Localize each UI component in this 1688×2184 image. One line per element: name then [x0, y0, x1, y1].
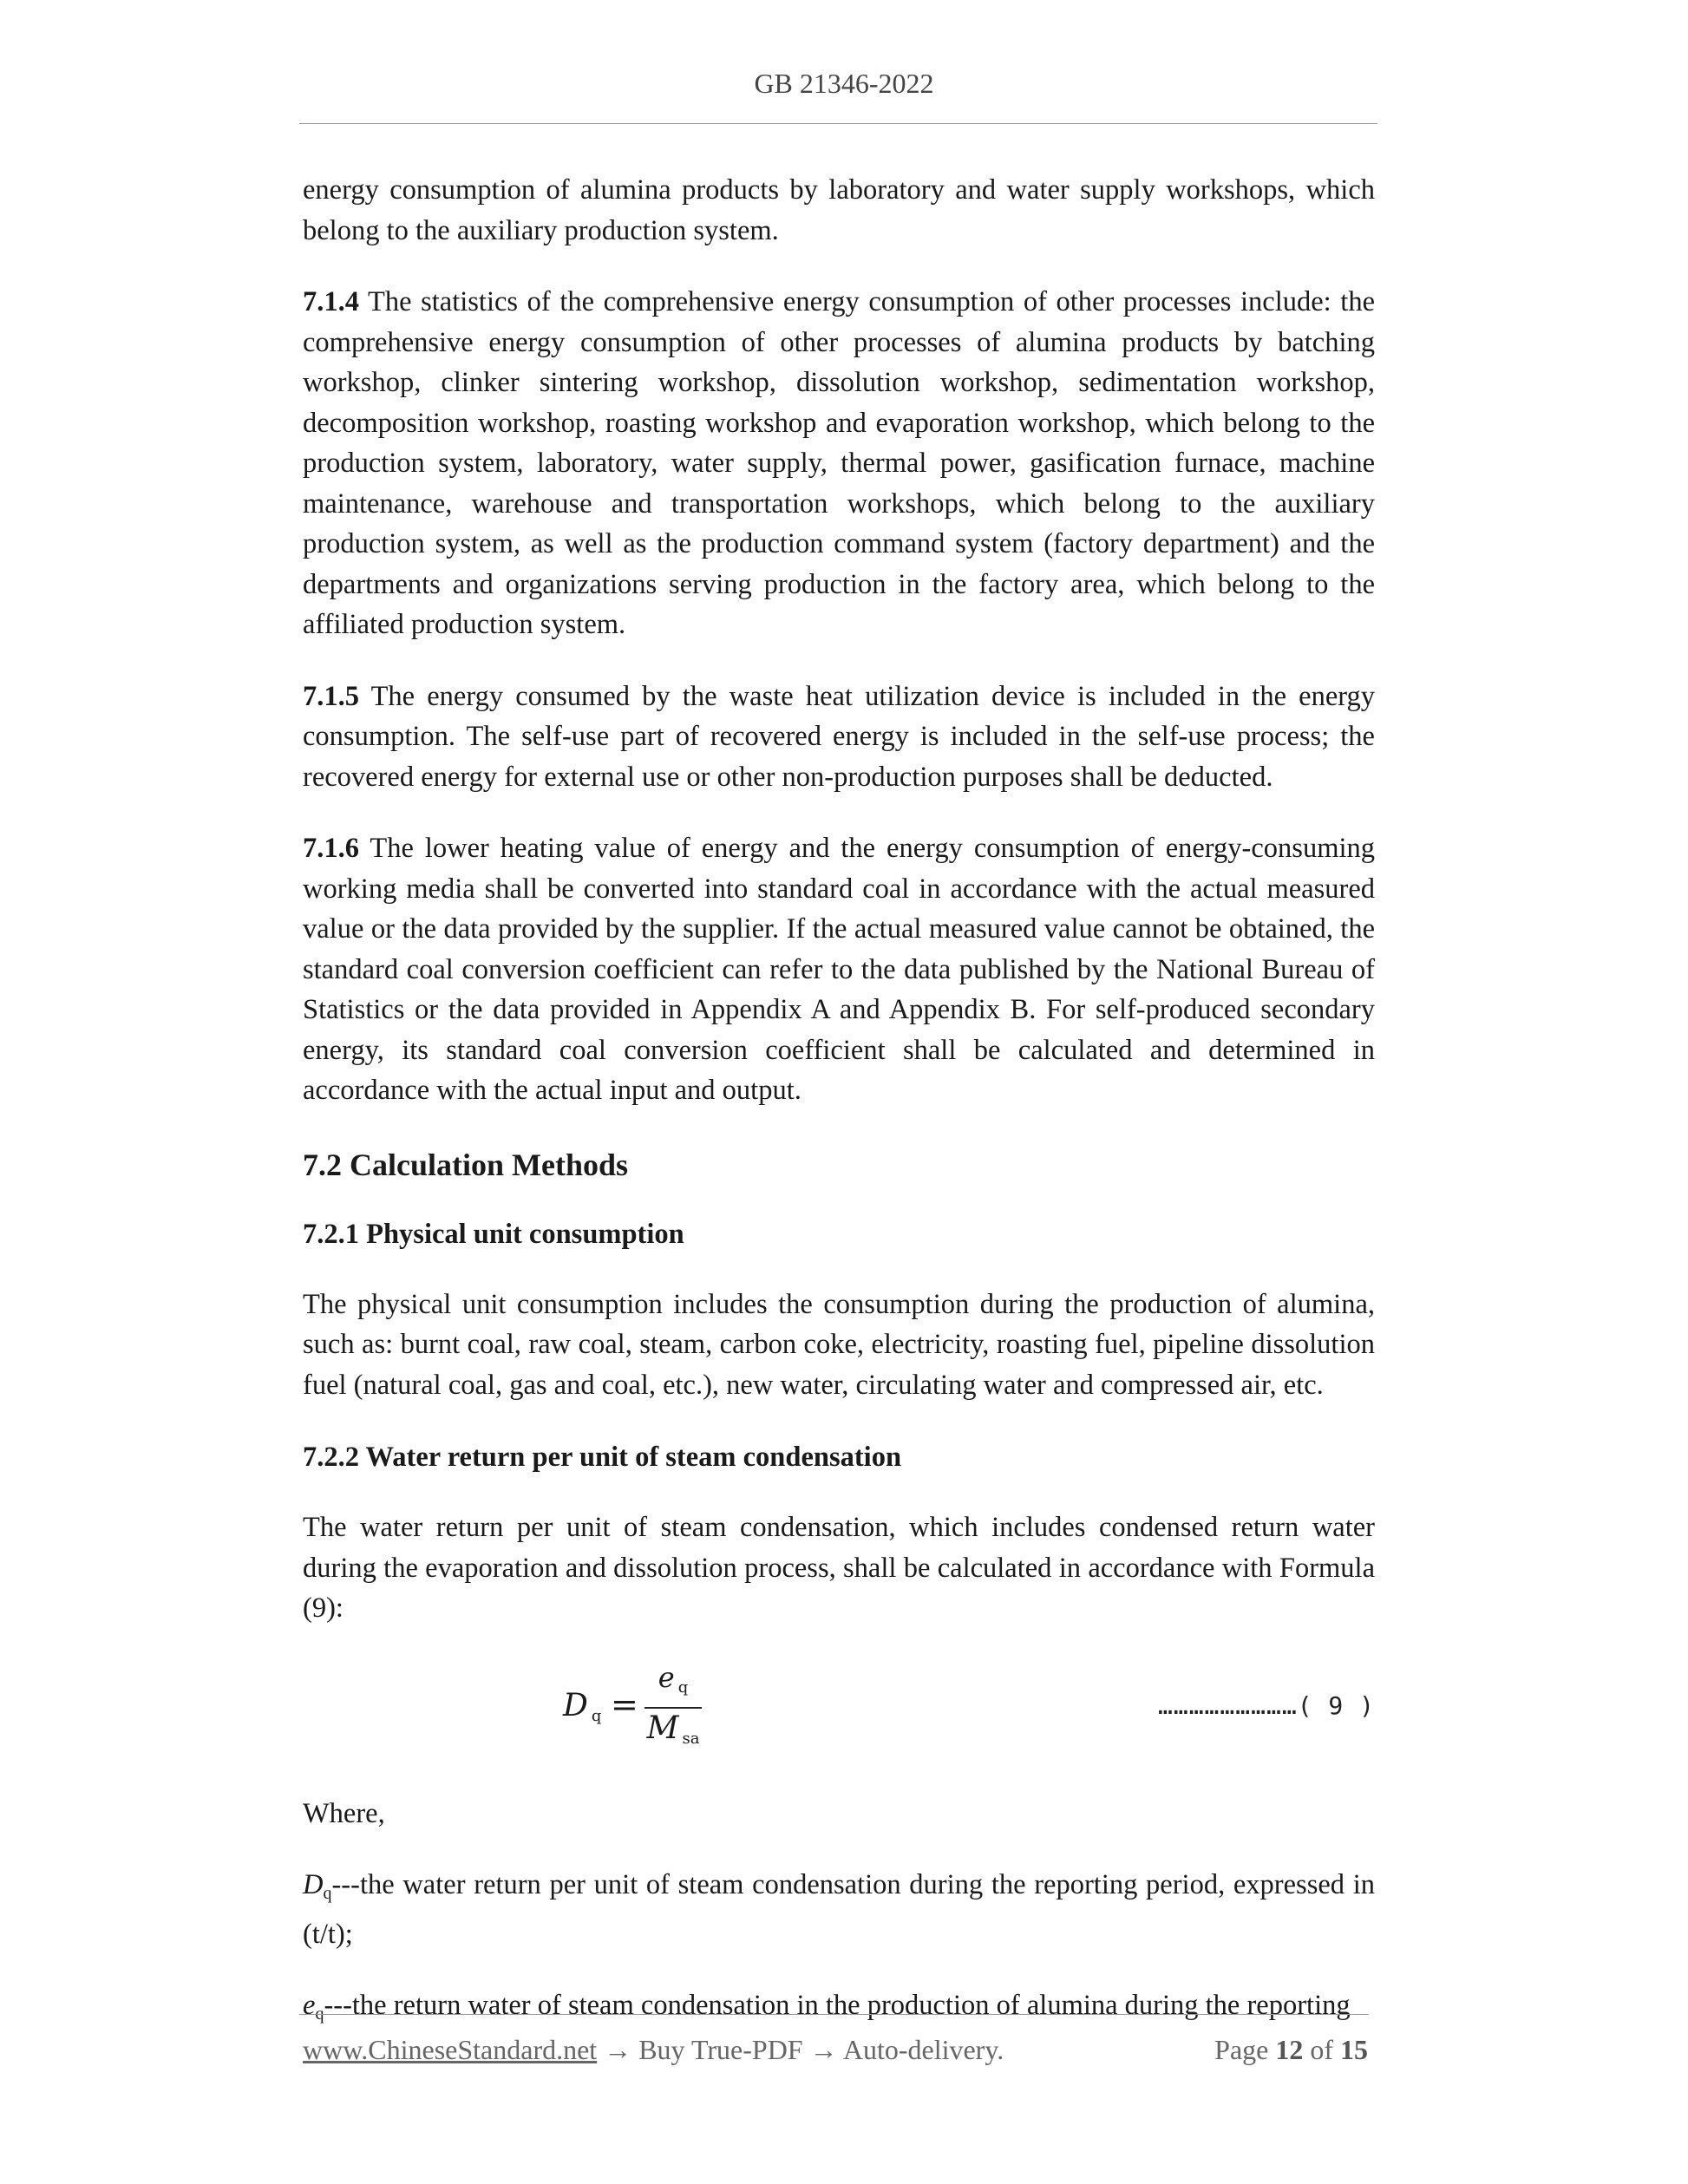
definition-text: ---the water return per unit of steam condensation during the reporting period, expressed in (t/t);	[303, 1869, 1375, 1950]
total-pages: 15	[1340, 2034, 1368, 2065]
paragraph-7-1-6	[303, 828, 1375, 1111]
formula-lhs	[563, 1686, 601, 1737]
clause-number: 7.1.6	[303, 833, 359, 864]
definition-dq	[303, 1865, 1375, 1954]
paragraph-continuation: energy consumption of alumina products by laboratory and water supply workshops, which belong to the auxiliary production system.	[303, 174, 1375, 246]
formula-numerator	[644, 1660, 702, 1705]
fraction-bar	[644, 1707, 702, 1709]
paragraph-7-2-2: The water return per unit of steam condensation, which includes condensed return water during the evaporation and dissolution process, shall be calculated in accordance with Formula (9):	[303, 1512, 1375, 1624]
subsection-heading-7-2-1: 7.2.1 Physical unit consumption	[303, 1218, 684, 1250]
footer-promo	[303, 2034, 1004, 2066]
footer-promo-text: → Buy True-PDF → Auto-delivery.	[597, 2034, 1004, 2065]
formula-numerator-subscript: q	[677, 1677, 689, 1697]
formula-9	[303, 1660, 1375, 1764]
website-link[interactable]: www.ChineseStandard.net	[303, 2034, 598, 2065]
definition-eq	[303, 1985, 1375, 2035]
formula-lhs-symbol: D	[563, 1687, 588, 1723]
paragraph-7-1-5	[303, 677, 1375, 798]
paragraph-7-2-1: The physical unit consumption includes the consumption during the production of alumina, such as: burnt coal, raw coal, steam, carbon coke, electricity, roasting fuel, pipeline dissolution fuel (natural coal, gas and coal, etc.), new water, circulating water and compressed air, etc.	[303, 1288, 1375, 1401]
where-label: Where,	[303, 1797, 385, 1829]
formula-fraction	[644, 1660, 702, 1757]
header-divider	[299, 123, 1377, 124]
clause-number: 7.1.4	[303, 286, 359, 317]
definition-subscript: q	[323, 1884, 332, 1903]
formula-numerator-symbol: e	[658, 1660, 675, 1694]
formula-equals: =	[611, 1684, 638, 1723]
page-label: Page	[1214, 2034, 1276, 2065]
page-number	[1214, 2034, 1368, 2066]
clause-text: The statistics of the comprehensive energy consumption of other processes include: the comprehensive energy consumption of other processes of alumina products by batching workshop, clinker sintering workshop, dissolution workshop, sedimentation workshop, decomposition workshop, roasting workshop and evaporation workshop, which belong to the production system, laboratory, water supply, thermal power, gasification furnace, machine maintenance, warehouse and transportation workshops, which belong to the auxiliary production system, as well as the production command system (factory department) and the departments and organizations serving production in the factory area, which belong to the affiliated production system.	[303, 286, 1375, 640]
formula-lhs-subscript: q	[591, 1706, 602, 1725]
definition-text: ---the return water of steam condensation in the production of alumina during the reporting	[324, 1990, 1351, 2021]
clause-text: The energy consumed by the waste heat utilization device is included in the energy consumption. The self-use part of recovered energy is included in the self-use process; the recovered energy for external use or other non-production purposes shall be deducted.	[303, 680, 1375, 793]
formula-number: ( 9 )	[1297, 1690, 1375, 1720]
section-heading-7-2: 7.2 Calculation Methods	[303, 1147, 629, 1182]
definition-symbol: e	[303, 1990, 316, 2021]
definition-subscript: q	[315, 2004, 324, 2024]
definition-symbol: D	[303, 1869, 324, 1900]
formula-number-leader	[1158, 1686, 1375, 1727]
footer-divider	[299, 2014, 1369, 2015]
paragraph-7-1-4	[303, 282, 1375, 645]
current-page: 12	[1275, 2034, 1304, 2065]
formula-denominator-symbol: M	[646, 1710, 679, 1746]
of-label: of	[1303, 2034, 1340, 2065]
leader-dots: ………………………	[1157, 1690, 1298, 1720]
clause-text: The lower heating value of energy and the energy consumption of energy-consuming working media shall be converted into standard coal in accordance with the actual measured value or the data provided by the supplier. If the actual measured value cannot be obtained, the standard coal conversion coefficient can refer to the data published by the National Bureau of Statistics or the data provided in Appendix A and Appendix B. For self-produced secondary energy, its standard coal conversion coefficient shall be calculated and determined in accordance with the actual input and output.	[303, 833, 1375, 1106]
clause-number: 7.1.5	[303, 680, 359, 712]
subsection-heading-7-2-2: 7.2.2 Water return per unit of steam condensation	[303, 1442, 902, 1473]
formula-denominator	[644, 1710, 702, 1757]
formula-denominator-subscript: sa	[682, 1729, 700, 1748]
document-header-title: GB 21346-2022	[754, 68, 934, 99]
page-content	[303, 170, 1375, 2066]
